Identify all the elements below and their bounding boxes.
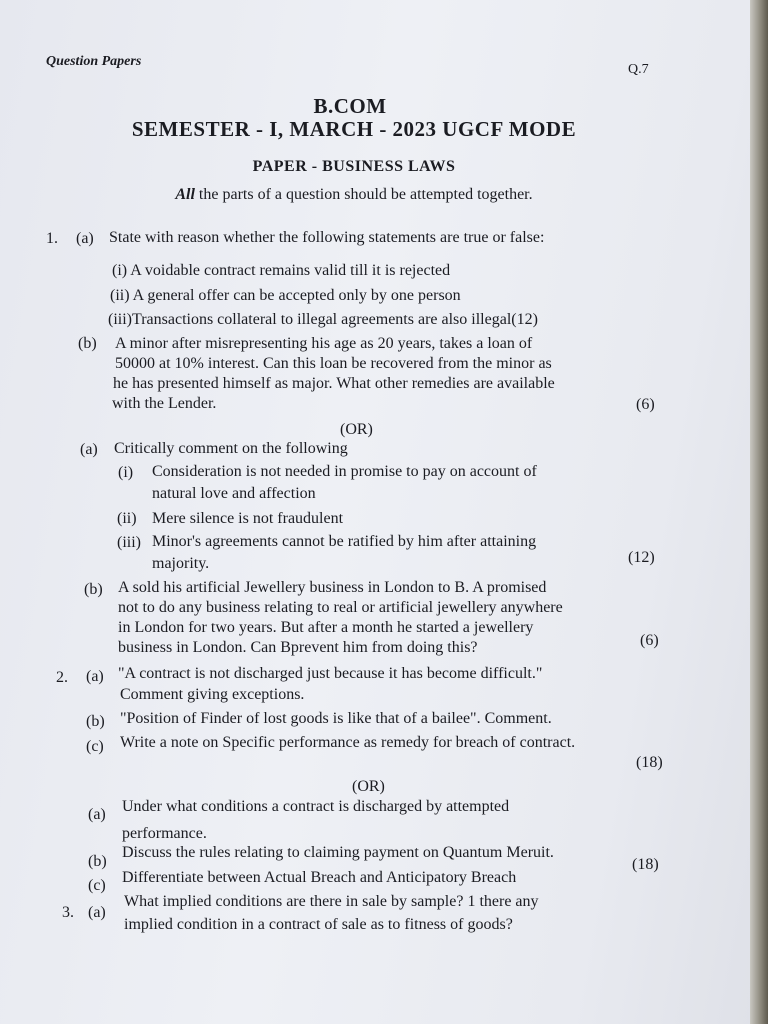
q1b-line4: with the Lender. — [112, 395, 217, 412]
q1-alt-a-ii-text: Mere silence is not fraudulent — [152, 510, 344, 527]
q2c-text: Write a note on Specific performance as remedy for breach of contract. — [120, 734, 576, 751]
q1-alt-b-label: (b) — [84, 581, 103, 598]
q1-alt-a-i-line1: Consideration is not needed in promise to pay on account of — [152, 463, 537, 480]
q1a-item-ii: (ii) A general offer can be accepted only by one person — [110, 287, 461, 304]
instructions — [0, 186, 708, 204]
q1-alt-b-line4: business in London. Can Bprevent him from doing this? — [118, 639, 478, 656]
q1-number: 1. — [46, 230, 58, 247]
q1b-marks: (6) — [636, 396, 655, 413]
running-title: Question Papers — [46, 54, 142, 69]
page-number: Q.7 — [628, 62, 649, 77]
q1-or-divider: (OR) — [340, 421, 373, 438]
q2-alt-a-line2: performance. — [122, 825, 207, 842]
q3a-label: (a) — [88, 904, 106, 921]
q3a-line1: What implied conditions are there in sale by sample? 1 there any — [124, 893, 539, 910]
q1-alt-a-iii-line2: majority. — [152, 555, 210, 572]
q1-alt-b-marks: (6) — [640, 632, 659, 649]
q2-alt-c-text: Differentiate between Actual Breach and Anticipatory Breach — [122, 869, 517, 886]
q1a-label: (a) — [76, 230, 94, 247]
q1-alt-a-iii-line1: Minor's agreements cannot be ratified by him after attaining — [152, 533, 537, 550]
exam-title: SEMESTER - I, MARCH - 2023 UGCF MODE — [131, 117, 577, 141]
q2-alt-a-label: (a) — [88, 806, 106, 823]
instructions-emphasis: All — [175, 186, 195, 203]
paper-title: PAPER - BUSINESS LAWS — [252, 158, 456, 175]
q3a-line2: implied condition in a contract of sale as to fitness of goods? — [124, 916, 513, 933]
q1a-item-iii: (iii)Transactions collateral to illegal agreements are also illegal(12) — [108, 311, 538, 328]
q2b-label: (b) — [86, 713, 105, 730]
q1-alt-b-line2: not to do any business relating to real or artificial jewellery anywhere — [118, 599, 563, 616]
instructions-text: the parts of a question should be attempted together. — [194, 186, 533, 203]
q1b-line2: 50000 at 10% interest. Can this loan be recovered from the minor as — [115, 355, 552, 372]
q1b-line3: he has presented himself as major. What other remedies are available — [113, 375, 555, 392]
q2-alt-b-label: (b) — [88, 853, 107, 870]
q1-alt-a-marks: (12) — [628, 549, 655, 566]
course-title: B.COM — [313, 94, 387, 118]
q1-alt-b-line1: A sold his artificial Jewellery business in London to B. A promised — [118, 579, 547, 596]
q2-alt-a-line1: Under what conditions a contract is discharged by attempted — [122, 798, 510, 815]
q1-alt-a-iii-label: (iii) — [117, 534, 141, 551]
q1a-item-i: (i) A voidable contract remains valid till it is rejected — [112, 262, 451, 279]
q1-alt-a-ii-label: (ii) — [117, 510, 137, 527]
q2a-label: (a) — [86, 668, 104, 685]
q2c-marks: (18) — [636, 754, 663, 771]
q1-alt-b-line3: in London for two years. But after a month he started a jewellery — [118, 619, 534, 636]
q2a-line1: "A contract is not discharged just because it has become difficult." — [118, 665, 543, 682]
q2-alt-c-label: (c) — [88, 877, 106, 894]
q2-alt-b-text: Discuss the rules relating to claiming payment on Quantum Meruit. — [122, 844, 554, 861]
q2-number: 2. — [56, 669, 68, 686]
q1-alt-a-text: Critically comment on the following — [114, 440, 348, 457]
q1a-text: State with reason whether the following statements are true or false: — [109, 229, 545, 246]
q1b-label: (b) — [78, 335, 97, 352]
q1-alt-a-label: (a) — [80, 441, 98, 458]
q3-number: 3. — [62, 904, 74, 921]
q2b-text: "Position of Finder of lost goods is like that of a bailee". Comment. — [120, 710, 552, 727]
q2a-line2: Comment giving exceptions. — [120, 686, 305, 703]
q2c-label: (c) — [86, 738, 104, 755]
q1b-line1: A minor after misrepresenting his age as 20 years, takes a loan of — [115, 335, 533, 352]
q2-alt-c-marks: (18) — [632, 856, 659, 873]
q1-alt-a-i-label: (i) — [118, 464, 134, 481]
book-page-edge — [750, 0, 768, 1024]
q2-or-divider: (OR) — [352, 778, 385, 795]
q1-alt-a-i-line2: natural love and affection — [152, 485, 316, 502]
